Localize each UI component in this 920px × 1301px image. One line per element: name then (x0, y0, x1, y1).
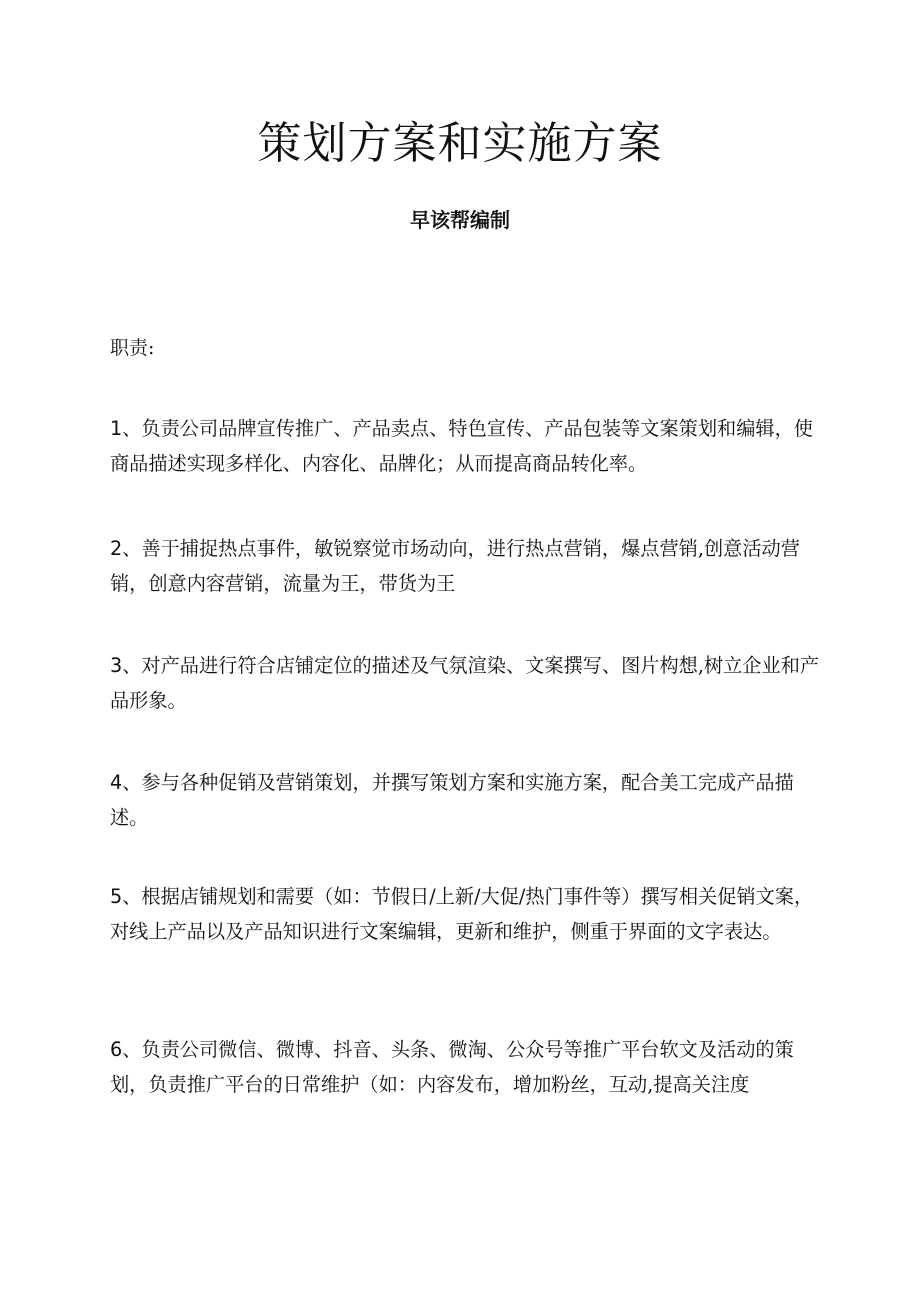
responsibility-item (110, 531, 822, 601)
responsibilities-label: 职责: (110, 337, 155, 359)
responsibility-item (110, 411, 822, 481)
item-text: 、善于捕捉热点事件，敏锐察觉市场动向，进行热点营销，爆点营销,创意活动营销，创意内容营销，流量为王，带货为王 (110, 537, 800, 595)
responsibility-item (110, 765, 822, 835)
item-number: 2 (110, 537, 123, 560)
responsibility-item (110, 648, 822, 718)
document-subtitle: 早该帮编制 (410, 208, 510, 232)
item-number: 1 (110, 417, 123, 440)
item-number: 3 (110, 654, 123, 677)
responsibility-item (110, 1032, 822, 1102)
item-text: 、对产品进行符合店铺定位的描述及气氛渲染、文案撰写、图片构想,树立企业和产品形象。 (110, 654, 820, 712)
document-title: 策划方案和实施方案 (257, 118, 663, 169)
item-text: 、负责公司品牌宣传推广、产品卖点、特色宣传、产品包装等文案策划和编辑，使商品描述实现多样化、内容化、品牌化；从而提高商品转化率。 (110, 417, 813, 475)
item-text: 、参与各种促销及营销策划，并撰写策划方案和实施方案，配合美工完成产品描述。 (110, 771, 794, 829)
responsibility-item (110, 879, 822, 949)
item-number: 6 (110, 1038, 123, 1061)
item-text: 、根据店铺规划和需要（如：节假日/上新/大促/热门事件等）撰写相关促销文案，对线上产品以及产品知识进行文案编辑，更新和维护，侧重于界面的文字表达。 (110, 885, 814, 943)
item-number: 5 (110, 885, 123, 908)
item-text: 、负责公司微信、微博、抖音、头条、微淘、公众号等推广平台软文及活动的策划，负责推广平台的日常维护（如：内容发布，增加粉丝，互动,提高关注度 (110, 1038, 794, 1096)
item-number: 4 (110, 771, 123, 794)
